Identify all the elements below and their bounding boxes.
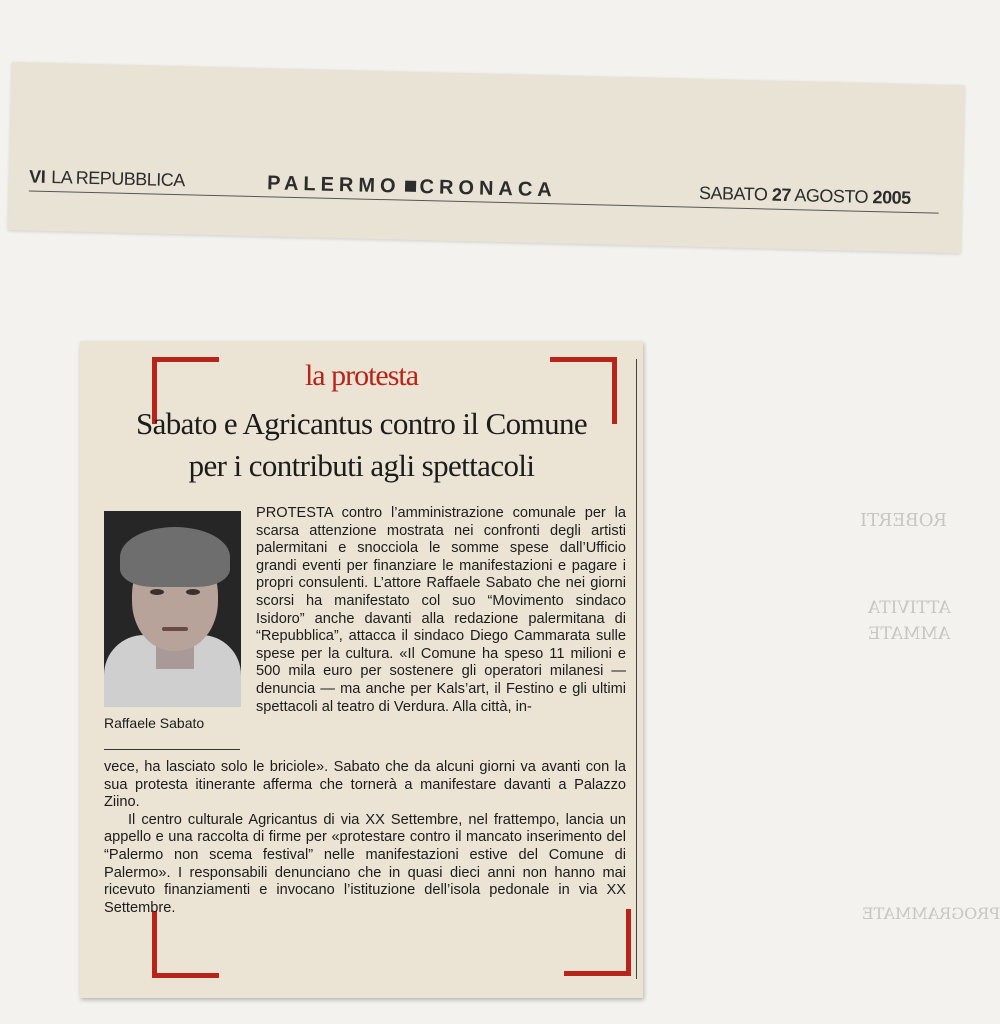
article-kicker: la protesta	[304, 359, 419, 392]
header-left	[29, 166, 185, 191]
article-clipping	[80, 341, 643, 998]
article-body-column	[256, 505, 626, 716]
photo-eye	[186, 589, 200, 595]
bleed-text-4: PROGRAMMATE	[862, 904, 1000, 923]
photo-caption: Raffaele Sabato	[104, 715, 205, 731]
headline-line-2: per i contributi agli spettacoli	[188, 448, 535, 483]
paragraph-1-part-1: PROTESTA contro l’amministrazione comunale per la scarsa attenzione mostrata nei confronti degli artisti palermitani e snocciola le somme spese dall’Ufficio grandi eventi per finanziare le manifestazioni e pagare i propri consulenti. L’attore Raffaele Sabato che nei giorni scorsi ha manifestato col suo “Movimento sindaco Isidoro” anche davanti alla redazione palermitana di “Repubblica”, attacca il sindaco Diego Cammarata sulle spese per la cultura. «Il Comune ha speso 11 milioni e 500 mila euro per sostenere gli operatori milanesi — denuncia — ma anche per Kals’art, il Festino e gli ultimi spettacoli al teatro di Verdura. Alla città, in-	[256, 505, 626, 715]
section-city: PALERMO	[266, 172, 401, 198]
section-name: CRONACA	[419, 175, 558, 202]
bleed-text-2: ATTIVITA	[868, 598, 951, 618]
newspaper-name: LA REPUBBLICA	[50, 166, 185, 191]
corner-bracket-icon	[564, 909, 631, 976]
date-day: 27	[771, 184, 792, 206]
date-year: 2005	[872, 187, 911, 208]
bleed-text-1: ROBERTI	[860, 510, 948, 531]
date-month: AGOSTO	[794, 185, 869, 207]
paragraph-1-part-2: vece, ha lasciato solo le briciole». Sabato che da alcuni giorni va avanti con la sua protesta itinerante afferma che tornerà a manifestare davanti a Palazzo Ziino.	[104, 759, 626, 811]
photo-hair	[120, 527, 230, 587]
corner-bracket-icon	[152, 911, 219, 978]
bleed-text-3: AMMATE	[868, 624, 951, 644]
headline-line-1: Sabato e Agricantus contro il Comune	[135, 406, 588, 441]
photo-eye	[150, 589, 164, 595]
page-number: VI	[28, 166, 46, 187]
date-weekday: SABATO	[698, 182, 768, 205]
article-body-wide	[104, 759, 626, 917]
caption-rule	[104, 749, 240, 750]
photo-mouth	[162, 627, 188, 631]
portrait-photo	[104, 511, 241, 707]
newspaper-header-strip	[8, 62, 965, 253]
article-headline	[80, 403, 643, 487]
square-separator-icon	[404, 181, 415, 192]
header-date	[699, 183, 911, 209]
paragraph-2: Il centro culturale Agricantus di via XX Settembre, nel frattempo, lancia un appello e una raccolta di firme per «protestare contro il mancato inserimento del “Palermo non scema festival” nelle manifestazioni estive del Comune di Palermo». I responsabili denunciano che in quasi dieci anni non hanno mai ricevuto finanziamenti e invocano l’istituzione dell’isola pedonale in via XX Settembre.	[104, 811, 626, 916]
column-rule	[636, 359, 637, 979]
